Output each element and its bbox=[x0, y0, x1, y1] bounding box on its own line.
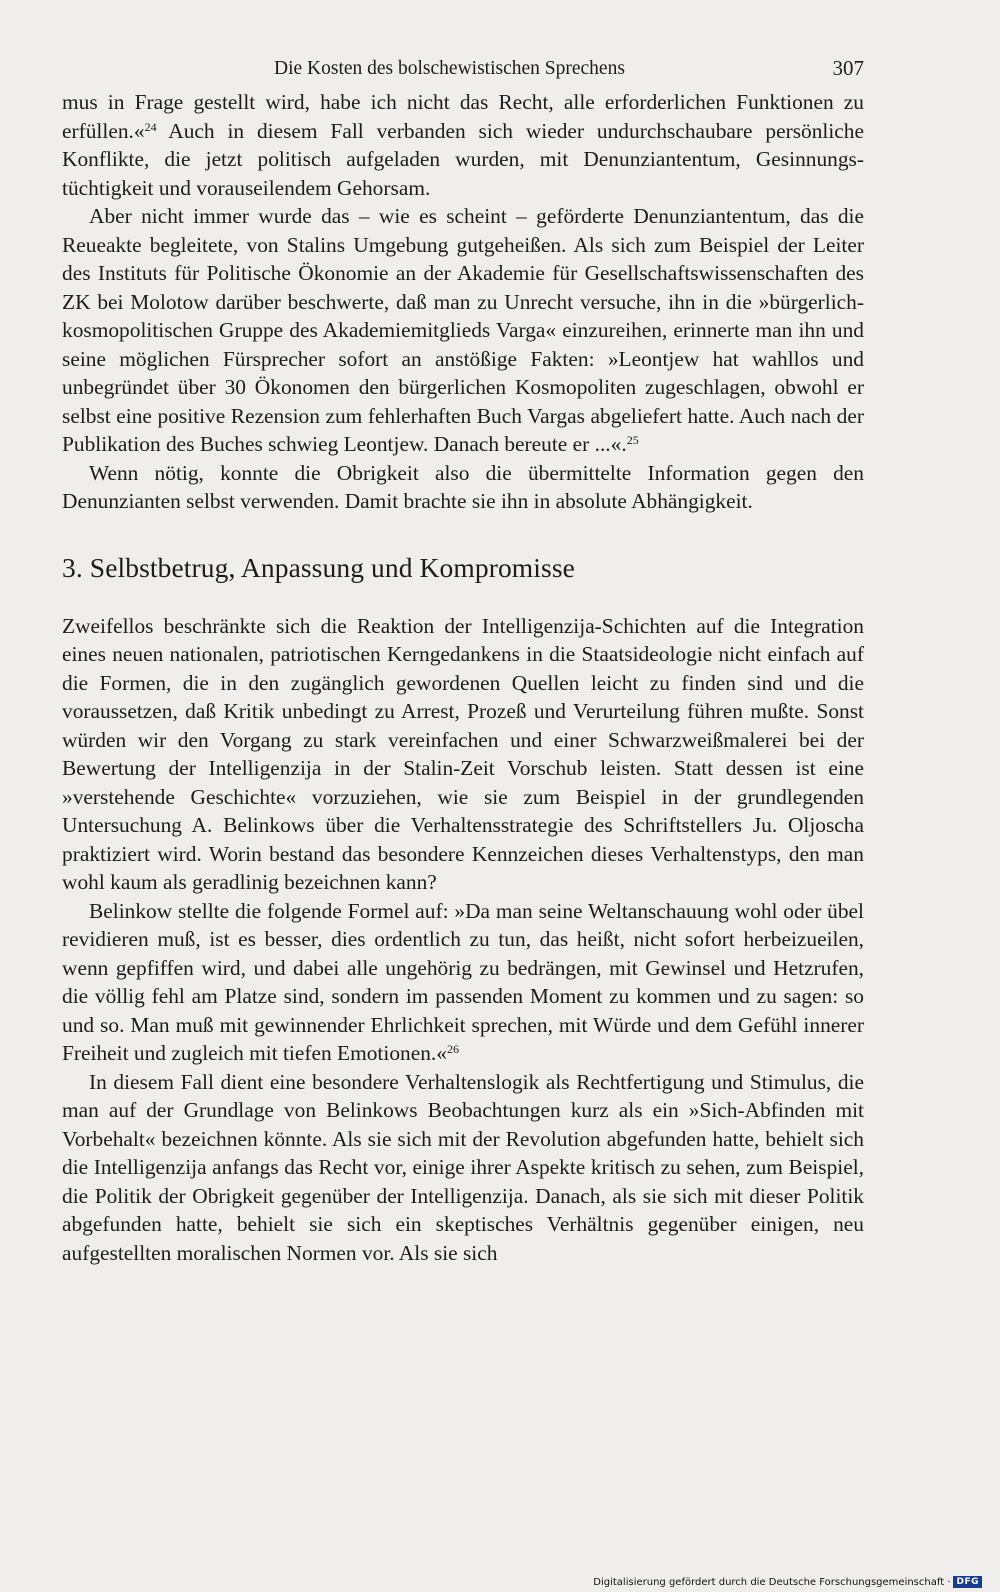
paragraph: In diesem Fall dient eine besondere Verhaltenslogik als Rechtfertigung und Stimulus, die man auf der Grundlage von Belinkows Beobachtungen kurz als ein »Sich-Abfinden mit Vorbehalt« bezeichnen könnte. Als sie sich mit der Revolution abgefunden hatte, behielt sich die Intelligenzija anfangs das Recht vor, einige ihrer Aspekte kritisch zu sehen, zum Beispiel, die Politik der Obrigkeit gegenüber der Intelligenzija. Danach, als sie sich mit dieser Politik abgefunden hatte, behielt sie sich ein skeptisches Verhältnis gegenüber einigen, neu aufgestellten moralischen Normen vor. Als sie sich bbox=[62, 1069, 864, 1265]
paragraph: Zweifellos beschränkte sich die Reaktion der Intelligenzija-Schichten auf die Integration eines neuen nationalen, patriotischen Kerngedankens in die Staatsideologie nicht einfach auf die Formen, die in den zugänglich gewordenen Quellen leicht zu finden sind und die voraussetzen, daß Kritik unbedingt zu Arrest, Prozeß und Verurteilung führen mußte. Sonst würden wir den Vorgang zu stark vereinfachen und einer Schwarzweißmalerei bei der Bewertung der Intelligenzija in der Stalin-Zeit Vorschub leisten. Statt dessen ist eine »verstehende Geschichte« vorzuziehen, wie sie zum Beispiel in der grundlegenden Untersuchung A. Belinkows über die Verhaltensstrategie des Schriftstellers Ju. Oljoscha praktiziert wird. Worin bestand das besondere Kennzeichen dieses Verhaltenstyps, den man wohl kaum als geradlinig bezeichnen kann? bbox=[62, 613, 864, 894]
footnote-ref: 24 bbox=[144, 119, 157, 134]
paragraph-text: Aber nicht immer wurde das – wie es scheint – geförderte Denunziantentum, das die Reueakte begleitete, von Stalins Umgebung gutgeheißen. Als sich zum Beispiel der Leiter des Instituts für Politische Ökonomie an der Akademie für Gesellschaftswissenschaften des ZK bei Molotow darüber beschwerte, daß man zu Unrecht versuche, ihn in die »bürgerlich-kosmopolitischen Gruppe des Akademiemitglieds Varga« einzureihen, erinnerte man ihn und seine möglichen Fürsprecher sofort an anstößige Fakten: »Leontjew hat wahllos und unbegründet über 30 Ökonomen den bürgerlichen Kosmopoliten zugeschlagen, obwohl er selbst eine positive Rezension zum fehlerhaften Buch Vargas abgeliefert hatte. Auch nach der Publikation des Buches schwieg Leontjew. Danach bereute er ...«. bbox=[62, 204, 864, 456]
dfg-logo-icon: DFG bbox=[953, 1576, 982, 1588]
footnote-ref: 25 bbox=[626, 433, 639, 447]
book-page bbox=[62, 58, 864, 1267]
paragraph bbox=[62, 202, 864, 459]
section-heading: 3. Selbstbetrug, Anpassung und Kompromisse bbox=[62, 551, 575, 583]
paragraph-continued bbox=[62, 88, 864, 202]
digitization-credit bbox=[593, 1576, 982, 1588]
paragraph bbox=[62, 897, 864, 1068]
footnote-ref: 26 bbox=[446, 1042, 459, 1056]
credit-text: Digitalisierung gefördert durch die Deutsche Forschungsgemeinschaft · bbox=[593, 1576, 951, 1588]
page-number: 307 bbox=[832, 56, 864, 80]
paragraph: Wenn nötig, konnte die Obrigkeit also die übermittelte Information gegen den Denunzianten selbst verwenden. Damit brachte sie ihn in absolute Abhängigkeit. bbox=[62, 460, 864, 513]
paragraph-text: Auch in diesem Fall verbanden sich wieder undurchschaubare persönliche Konflikte, die jetzt politisch aufgeladen wurden, mit Denunziantentum, Gesinnungstüchtigkeit und vorauseilendem Gehorsam. bbox=[62, 118, 864, 200]
paragraph-text: Belinkow stellte die folgende Formel auf: »Da man seine Weltanschauung wohl oder übel revidieren muß, ist es besser, dies ordentlich zu tun, das heißt, nicht sofort herbeizueilen, wenn gepfiffen wird, und dabei alle ungehörig zu bedrängen, mit Gewinsel und Hetzrufen, die völlig fehl am Platze sind, sondern im passenden Moment zu kommen und zu sagen: so und so. Man muß mit gewinnender Ehrlichkeit sprechen, mit Würde und dem Gefühl innerer Freiheit und zugleich mit tiefen Emotionen.« bbox=[62, 898, 864, 1065]
paragraph-text: mus in Frage gestellt wird, habe ich nicht das Recht, alle erforderlichen Funktionen zu erfüllen.« bbox=[62, 90, 864, 143]
running-head bbox=[62, 58, 864, 88]
running-title: Die Kosten des bolschewistischen Sprechens bbox=[274, 58, 625, 79]
